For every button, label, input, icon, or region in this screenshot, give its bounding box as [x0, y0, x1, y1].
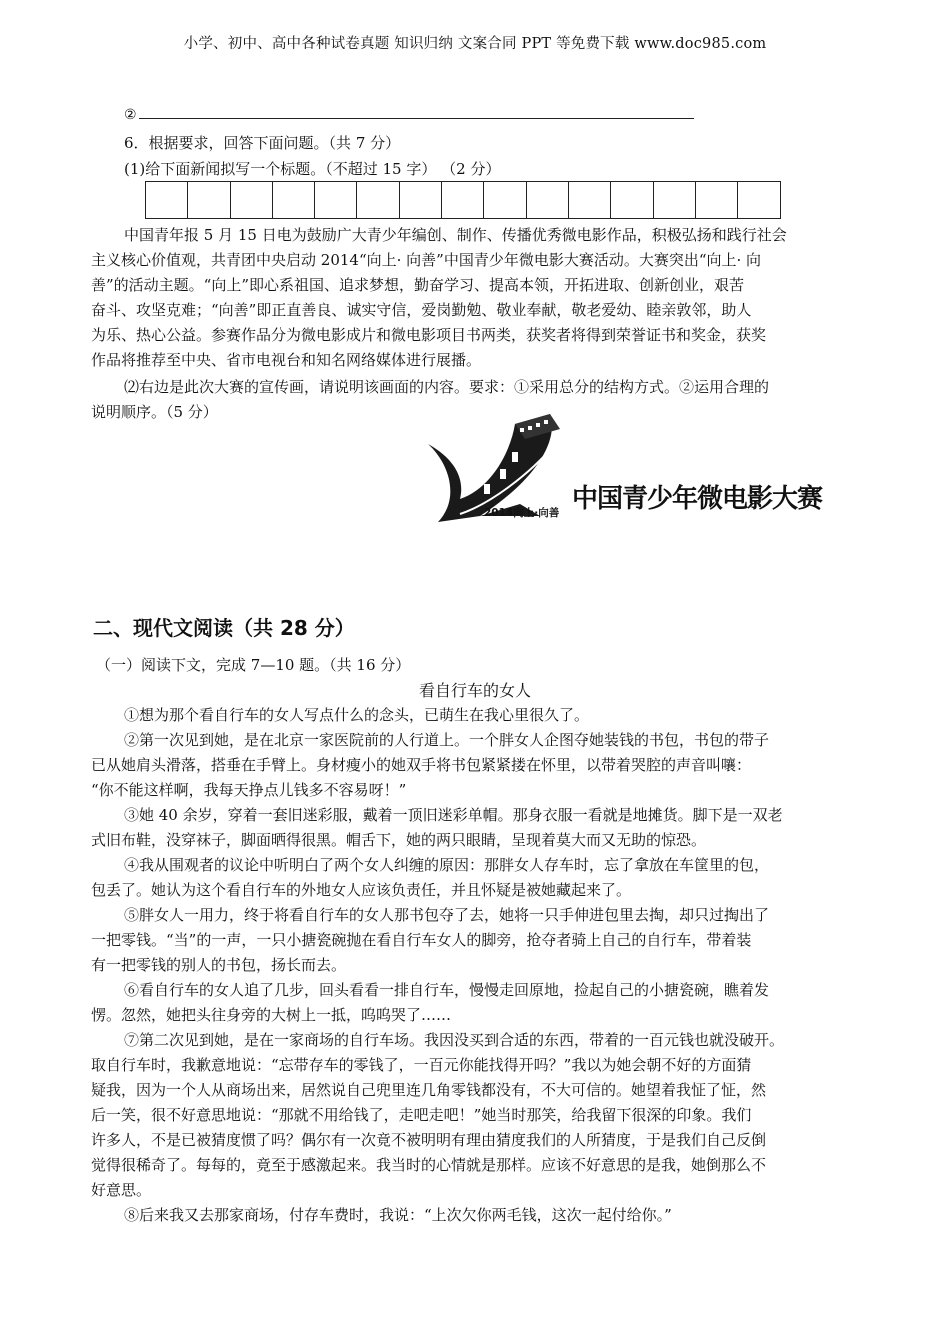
grid-cell[interactable]: [273, 182, 315, 218]
essay-line: 疑我，因为一个人从商场出来，居然说自己兜里连几角零钱都没有，不大可信的。她望着我怔了怔，然: [91, 1081, 767, 1099]
essay-line: ②第一次见到她，是在北京一家医院前的人行道上。一个胖女人企图夺她装钱的书包，书包的带子: [124, 731, 770, 749]
essay-line: ⑤胖女人一用力，终于将看自行车的女人那书包夺了去，她将一只手伸进包里去掏，却只过掏出了: [124, 906, 770, 924]
grid-cell[interactable]: [696, 182, 738, 218]
sub2-line: 说明顺序。（5 分）: [91, 403, 218, 421]
logo-subtitle: 2014向上·向善: [484, 507, 560, 519]
essay-line: 有一把零钱的别人的书包，扬长而去。: [91, 956, 347, 974]
essay-line: 好意思。: [91, 1181, 152, 1199]
essay-line: 许多人，不是已被猜度惯了吗？偶尔有一次竟不被明明有理由猜度我们的人所猜度，于是我们自己反倒: [91, 1131, 767, 1149]
news-line: 为乐、热心公益。参赛作品分为微电影成片和微电影项目书两类，获奖者将得到荣誉证书和奖金，获奖: [91, 326, 767, 344]
grid-cell[interactable]: [611, 182, 653, 218]
section-2-title: 二、现代文阅读（共 28 分）: [93, 616, 355, 640]
news-line: 善”的活动主题。“向上”即心系祖国、追求梦想，勤奋学习、提高本领，开拓进取、创新创业，艰苦: [91, 276, 745, 294]
blank-label: ②: [124, 107, 137, 123]
page-header: 小学、初中、高中各种试卷真题 知识归纳 文案合同 PPT 等免费下载 www.doc985.com: [183, 36, 767, 52]
grid-cell[interactable]: [738, 182, 780, 218]
grid-cell[interactable]: [442, 182, 484, 218]
essay-line: ④我从围观者的议论中听明白了两个女人纠缠的原因：那胖女人存车时，忘了拿放在车筐里的包，: [124, 856, 770, 874]
news-line: 主义核心价值观，共青团中央启动 2014“向上· 向善”中国青少年微电影大赛活动。大赛突出“向上· 向: [91, 251, 762, 269]
logo-title: 中国青少年微电影大赛: [572, 484, 823, 514]
essay-line: ⑦第二次见到她，是在一家商场的自行车场。我因没买到合适的东西，带着的一百元钱也就没破开。: [124, 1031, 785, 1049]
grid-cell[interactable]: [527, 182, 569, 218]
answer-grid[interactable]: [145, 181, 781, 219]
essay-line: 已从她肩头滑落，搭垂在手臂上。身材瘦小的她双手将书包紧紧搂在怀里，以带着哭腔的声音叫嚷：: [91, 756, 752, 774]
essay-line: 愣。忽然，她把头往身旁的大树上一抵，呜呜哭了……: [91, 1006, 452, 1024]
grid-cell[interactable]: [569, 182, 611, 218]
answer-blank-line: [124, 104, 694, 123]
grid-cell[interactable]: [315, 182, 357, 218]
grid-cell[interactable]: [188, 182, 230, 218]
essay-line: ⑥看自行车的女人追了几步，回头看看一排自行车，慢慢走回原地，捡起自己的小搪瓷碗，瞧着发: [124, 981, 770, 999]
grid-cell[interactable]: [357, 182, 399, 218]
essay-line: 取自行车时，我歉意地说：“忘带存车的零钱了，一百元你能找得开吗？”我以为她会朝不好的方面猜: [91, 1056, 752, 1074]
question-6-sub1: (1)给下面新闻拟写一个标题。（不超过 15 字） （2 分）: [124, 160, 501, 178]
essay-body: [91, 703, 785, 1228]
question-6-title: 6．根据要求，回答下面问题。（共 7 分）: [124, 134, 401, 152]
news-line: 奋斗、攻坚克难；“向善”即正直善良、诚实守信，爱岗勤勉、敬业奉献，敬老爱幼、睦亲敦邻，助人: [91, 301, 752, 319]
news-paragraph: [91, 223, 787, 373]
essay-line: ③她 40 余岁，穿着一套旧迷彩服，戴着一顶旧迷彩单帽。那身衣服一看就是地摊货。脚下是一双老: [124, 806, 783, 824]
grid-cell[interactable]: [654, 182, 696, 218]
sub2-line: ⑵右边是此次大赛的宣传画，请说明该画面的内容。要求：①采用总分的结构方式。②运用合理的: [124, 378, 770, 396]
essay-line: “你不能这样啊，我每天挣点儿钱多不容易呀！”: [91, 781, 407, 799]
reading-part-1-instructions: （一）阅读下文，完成 7—10 题。（共 16 分）: [96, 656, 411, 674]
news-line: 中国青年报 5 月 15 日电为鼓励广大青少年编创、制作、传播优秀微电影作品，积极弘扬和践行社会: [124, 226, 787, 244]
answer-rule[interactable]: [139, 104, 694, 119]
grid-cell[interactable]: [400, 182, 442, 218]
essay-line: 一把零钱。“当”的一声，一只小搪瓷碗抛在看自行车女人的脚旁，抢夺者骑上自己的自行车，带着装: [91, 931, 752, 949]
grid-cell[interactable]: [146, 182, 188, 218]
grid-cell[interactable]: [231, 182, 273, 218]
essay-line: 后一笑，很不好意思地说：“那就不用给钱了，走吧走吧！”她当时那笑，给我留下很深的印象。我们: [91, 1106, 752, 1124]
essay-line: ⑧后来我又去那家商场，付存车费时，我说：“上次欠你两毛钱，这次一起付给你。”: [124, 1206, 672, 1224]
essay-line: ①想为那个看自行车的女人写点什么的念头，已萌生在我心里很久了。: [124, 706, 590, 724]
news-line: 作品将推荐至中央、省市电视台和知名网络媒体进行展播。: [91, 351, 482, 369]
essay-line: 觉得很稀奇了。每每的，竟至于感激起来。我当时的心情就是那样。应该不好意思的是我，她倒那么不: [91, 1156, 767, 1174]
essay-line: 包丢了。她认为这个看自行车的外地女人应该负责任，并且怀疑是被她藏起来了。: [91, 881, 632, 899]
grid-cell[interactable]: [484, 182, 526, 218]
essay-title: 看自行车的女人: [418, 681, 531, 700]
essay-line: 式旧布鞋，没穿袜子，脚面晒得很黑。帽舌下，她的两只眼睛，呈现着莫大而又无助的惊恐。: [91, 831, 707, 849]
